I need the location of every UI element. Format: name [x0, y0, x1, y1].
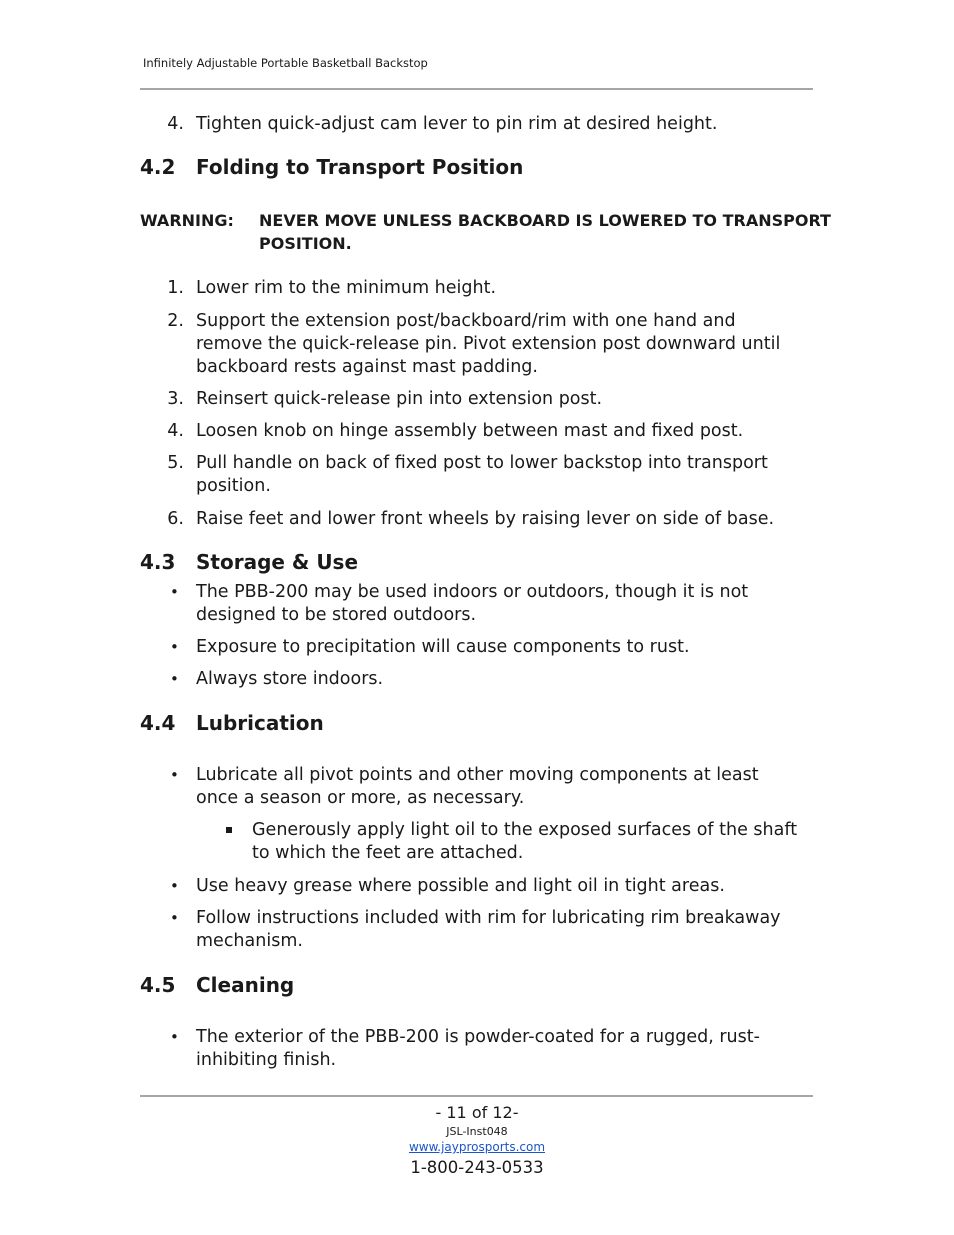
bullet-dot: •	[170, 583, 179, 601]
step-number: 4.	[167, 114, 184, 134]
warning-text-line: POSITION.	[259, 234, 352, 253]
bullet-text: inhibiting finish.	[196, 1050, 337, 1070]
bullet-dot: •	[170, 877, 179, 895]
bullet-text: mechanism.	[196, 931, 303, 951]
bullet-text: Use heavy grease where possible and light oil in tight areas.	[196, 876, 725, 896]
bullet-text: Follow instructions included with rim for lubricating rim breakaway	[196, 908, 781, 928]
section-number: 4.5	[140, 973, 176, 997]
bullet-text: Lubricate all pivot points and other moving components at least	[196, 765, 759, 785]
section-number: 4.4	[140, 711, 176, 735]
step-text: Support the extension post/backboard/rim with one hand and	[196, 311, 736, 331]
step-text: Reinsert quick-release pin into extension post.	[196, 389, 603, 409]
step-number: 5.	[167, 453, 184, 473]
phone-number: 1-800-243-0533	[410, 1158, 544, 1177]
bullet-dot: •	[170, 766, 179, 784]
step-text: Loosen knob on hinge assembly between mast and fixed post.	[196, 421, 744, 441]
step-text: backboard rests against mast padding.	[196, 357, 538, 377]
bullet-text: designed to be stored outdoors.	[196, 605, 477, 625]
step-text: Raise feet and lower front wheels by raising lever on side of base.	[196, 509, 775, 529]
section-heading-4-3	[140, 550, 540, 576]
document-id: JSL-Inst048	[446, 1125, 508, 1138]
website-row	[0, 1140, 954, 1155]
bullet-text: Always store indoors.	[196, 669, 384, 689]
bullet-dot: •	[170, 1028, 179, 1046]
step-number: 3.	[167, 389, 184, 409]
bullet-text: once a season or more, as necessary.	[196, 788, 525, 808]
page-number: - 11 of 12-	[435, 1103, 519, 1122]
sub-bullet-text: to which the feet are attached.	[252, 843, 524, 863]
section-number: 4.2	[140, 155, 176, 179]
bullet-dot: •	[170, 909, 179, 927]
footer-rule	[140, 1095, 813, 1097]
section-title: Lubrication	[196, 711, 324, 735]
step-text: position.	[196, 476, 271, 496]
section-heading-4-4	[140, 711, 540, 737]
step-number: 2.	[167, 311, 184, 331]
header-rule	[140, 88, 813, 90]
website-link[interactable]: www.jayprosports.com	[408, 1140, 546, 1154]
bullet-dot: •	[170, 670, 179, 688]
bullet-text: The PBB-200 may be used indoors or outdoors, though it is not	[196, 582, 749, 602]
warning-label: WARNING:	[140, 211, 234, 230]
step-text: Lower rim to the minimum height.	[196, 278, 497, 298]
bullet-text: Exposure to precipitation will cause components to rust.	[196, 637, 690, 657]
step-text: Tighten quick-adjust cam lever to pin rim at desired height.	[196, 114, 718, 134]
running-header: Infinitely Adjustable Portable Basketball Backstop	[143, 56, 428, 70]
bullet-dot: •	[170, 638, 179, 656]
section-heading-4-2	[140, 155, 540, 181]
warning-text-line: NEVER MOVE UNLESS BACKBOARD IS LOWERED TO TRANSPORT	[259, 211, 831, 230]
sub-bullet-square	[226, 827, 232, 833]
section-title: Folding to Transport Position	[196, 155, 524, 179]
step-text: remove the quick-release pin. Pivot extension post downward until	[196, 334, 781, 354]
section-heading-4-5	[140, 973, 540, 999]
bullet-text: The exterior of the PBB-200 is powder-coated for a rugged, rust-	[196, 1027, 760, 1047]
step-number: 4.	[167, 421, 184, 441]
sub-bullet-text: Generously apply light oil to the exposed surfaces of the shaft	[252, 820, 798, 840]
section-title: Cleaning	[196, 973, 295, 997]
step-number: 6.	[167, 509, 184, 529]
section-title: Storage & Use	[196, 550, 359, 574]
section-number: 4.3	[140, 550, 176, 574]
step-number: 1.	[167, 278, 184, 298]
step-text: Pull handle on back of fixed post to lower backstop into transport	[196, 453, 768, 473]
